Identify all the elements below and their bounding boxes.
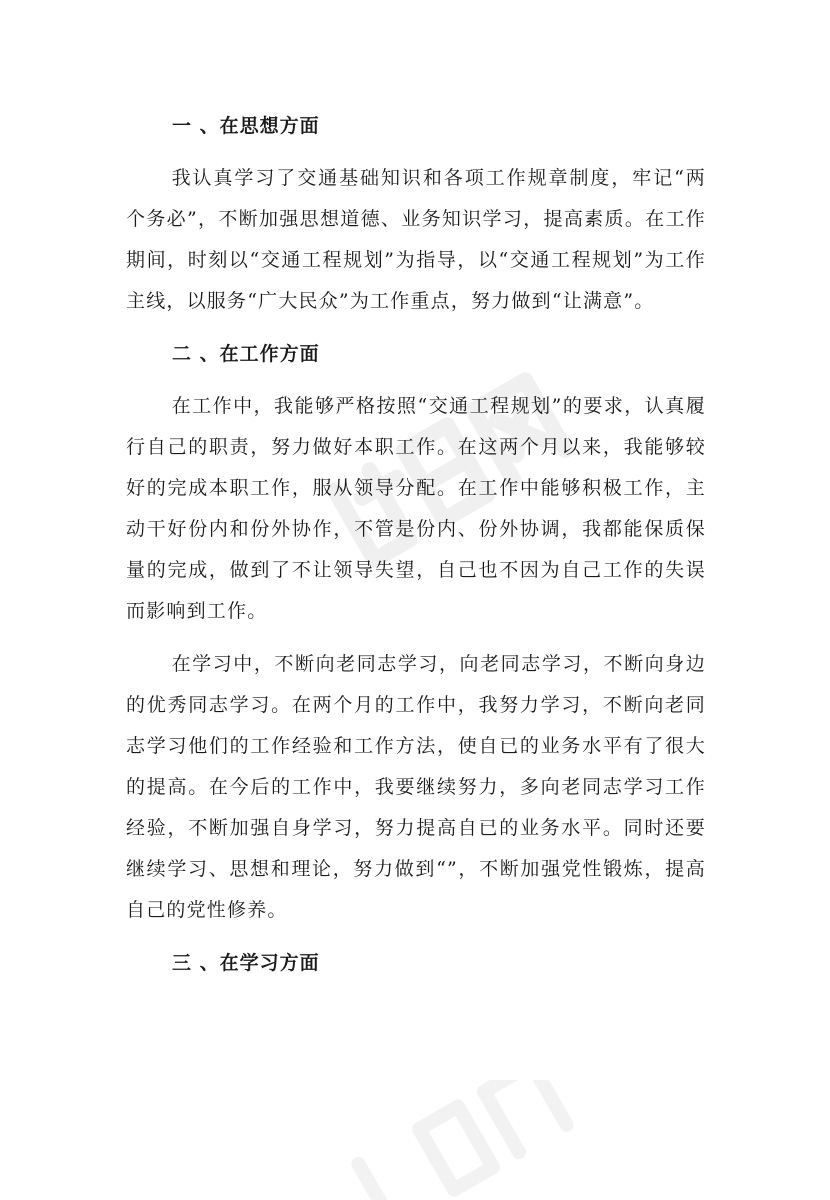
- section-heading: 二 、在工作方面: [172, 343, 320, 365]
- section-heading: 三 、在学习方面: [172, 952, 320, 974]
- document-body: [126, 106, 706, 983]
- paragraph: 在学习中，不断向老同志学习，向老同志学习，不断向身边的优秀同志学习。在两个月的工作中，我努力学习，不断向老同志学习他们的工作经验和工作方法，使自已的业务水平有了很大的提高。在今后的工作中，我要继续努力，多向老同志学习工作经验，不断加强自身学习，努力提高自已的业务水平。同时还要继续学习、思想和理论，努力做到“”，不断加强党性锻炼，提高自己的党性修养。: [126, 653, 706, 921]
- paragraph: 我认真学习了交通基础知识和各项工作规章制度，牢记“两个务必”，不断加强思想道德、业务知识学习，提高素质。在工作期间，时刻以“交通工程规划”为指导，以“交通工程规划”为工作主线，以服务“广大民众”为工作重点，努力做到“让满意”。: [126, 167, 706, 312]
- paragraph: 在工作中，我能够严格按照“交通工程规划”的要求，认真履行自己的职责，努力做好本职工作。在这两个月以来，我能够较好的完成本职工作，服从领导分配。在工作中能够积极工作，主动干好份内和份外协作，不管是份内、份外协调，我都能保质保量的完成，做到了不让领导失望，自己也不因为自己工作的失误而影响到工作。: [126, 395, 706, 622]
- watermark-logo-icon: [330, 1080, 590, 1200]
- section-heading: 一 、在思想方面: [172, 115, 320, 137]
